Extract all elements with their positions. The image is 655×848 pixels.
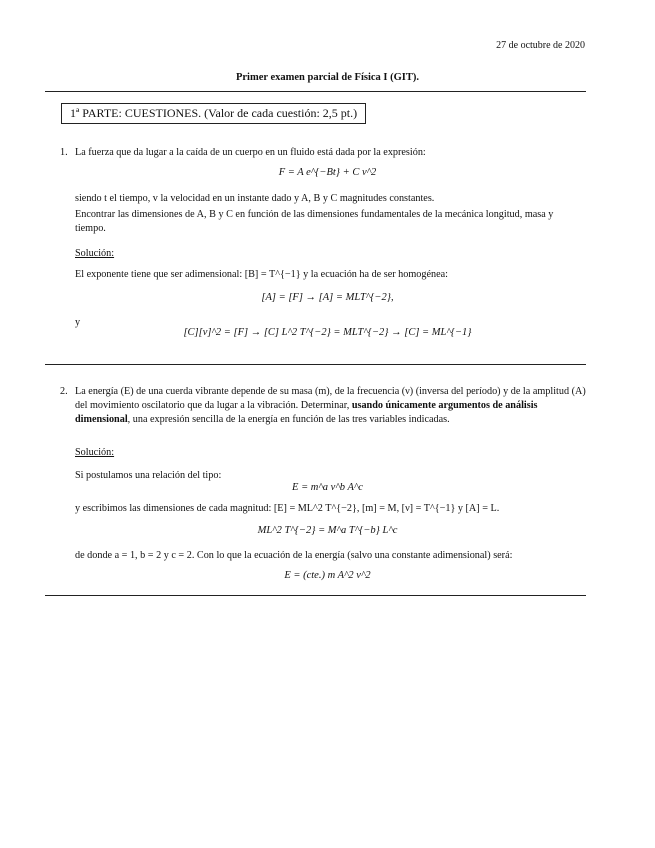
header-rule	[45, 91, 586, 92]
q1-equation	[0, 167, 655, 178]
q1-where: siendo t el tiempo, v la velocidad en un instante dado y A, B y C magnitudes constantes.	[75, 193, 435, 204]
q1-task: Encontrar las dimensiones de A, B y C en función de las dimensiones fundamentales de la mecánica longitud, masa y tiempo.	[75, 209, 554, 234]
q2-statement-a: La energía (E) de una cuerda vibrante depende de su masa (m), de la frecuencia (ν) (inversa del período) y de la amplitud (A) del movimiento oscilatorio que da lugar a la vibración. Determinar,	[75, 386, 586, 411]
q2-solution-text3: de donde a = 1, b = 2 y c = 2. Con lo que la ecuación de la energía (salvo una constante adimensional) será:	[75, 550, 513, 561]
q2-solution-text1: Si postulamos una relación del tipo:	[75, 470, 222, 481]
q2-solution-eq3: E = (cte.) m A^2 ν^2	[284, 570, 371, 581]
q2-statement	[75, 385, 586, 427]
q1-end-rule	[45, 364, 586, 365]
q2-solution-label: Solución:	[75, 447, 115, 458]
q1-equation-text: F = A e^{−Bt} + C v^2	[278, 167, 377, 178]
q2-statement-bold: usando únicamente argumentos de análisis dimensional	[75, 400, 538, 425]
q2-statement-b: , una expresión sencilla de la energía en función de las tres variables indicadas.	[127, 414, 450, 425]
q2-solution-eq2: ML^2 T^{−2} = M^a T^{−b} L^c	[257, 525, 398, 536]
q1-solution-label: Solución:	[75, 248, 115, 259]
q1-solution-text: El exponente tiene que ser adimensional: [B] = T^{−1} y la ecuación ha de ser homogénea:	[75, 269, 448, 280]
q2-end-rule	[45, 595, 586, 596]
q1-solution-eq1: [A] = [F] → [A] = MLT^{−2},	[261, 292, 394, 303]
q1-statement: La fuerza que da lugar a la caída de un cuerpo en un fluido está dada por la expresión:	[75, 147, 426, 158]
q1-solution-eq2: [C][v]^2 = [F] → [C] L^2 T^{−2} = MLT^{−2} → [C] = ML^{−1}	[183, 327, 472, 338]
exam-date: 27 de octubre de 2020	[496, 40, 585, 51]
part-heading-box: 1ª PARTE: CUESTIONES. (Valor de cada cuestión: 2,5 pt.)	[61, 103, 366, 124]
q1-and: y	[75, 317, 81, 328]
q2-solution-text2: y escribimos las dimensiones de cada magnitud: [E] = ML^2 T^{−2}, [m] = M, [ν] = T^{−1} y [A] = L.	[75, 503, 500, 514]
q1-number: 1.	[60, 147, 68, 158]
q2-solution-eq1: E = m^a ν^b A^c	[292, 482, 363, 493]
exam-title: Primer examen parcial de Física I (GIT).	[235, 72, 420, 83]
q2-number: 2.	[60, 386, 68, 397]
